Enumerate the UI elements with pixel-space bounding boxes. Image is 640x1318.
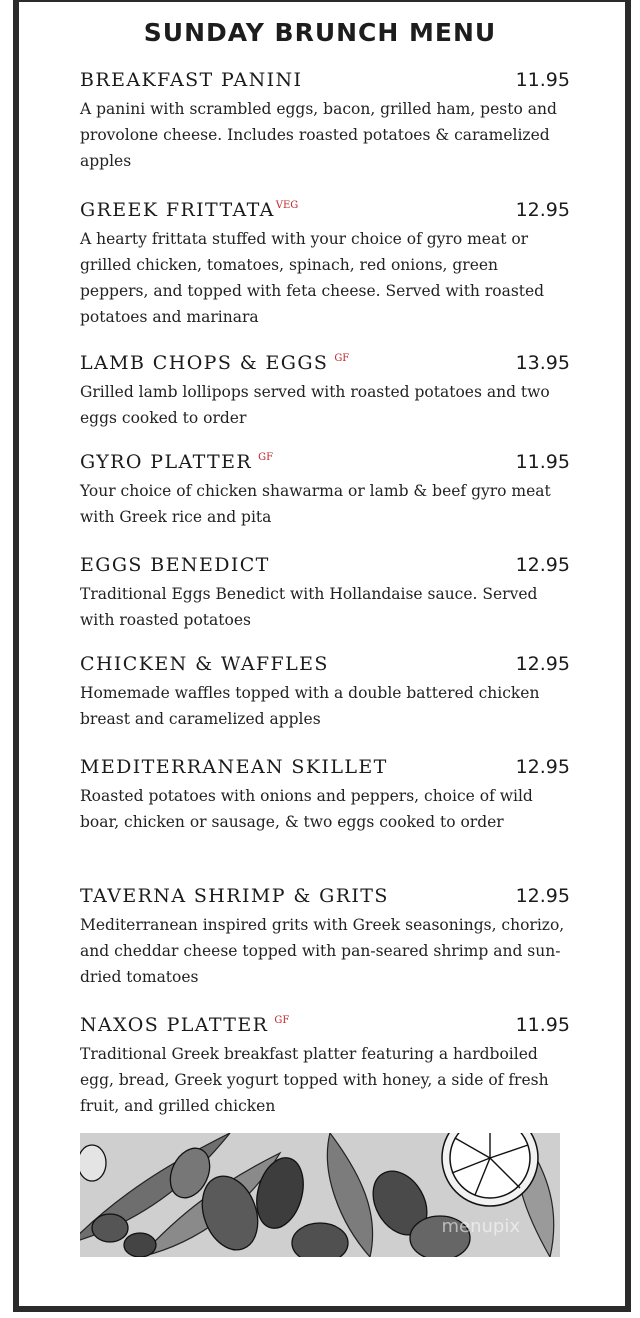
menu-item-price: 11.95 [515,69,570,91]
menu-item-header [80,1014,570,1040]
menu-item-description: Mediterranean inspired grits with Greek seasonings, chorizo, and cheddar cheese topped with pan-seared shrimp and sun-dried tomatoes [80,916,565,986]
food-illustration [80,1133,560,1257]
menu-item-description: A hearty frittata stuffed with your choice of gyro meat or grilled chicken, tomatoes, spinach, red onions, green peppers, and topped with feta cheese. Served with roasted potatoes and marinara [80,230,545,326]
menu-item [80,756,570,835]
menu-item-name: GREEK FRITTATA [80,199,275,221]
menu-item-description: Roasted potatoes with onions and peppers, choice of wild boar, chicken or sausage, & two eggs cooked to order [80,787,533,831]
menu-item-header [80,653,570,679]
watermark-text: menupix [441,1216,520,1237]
menu-item [80,1014,570,1119]
gf-tag: GF [258,452,274,463]
menu-item-description: Homemade waffles topped with a double battered chicken breast and caramelized apples [80,684,540,728]
menu-item-price: 12.95 [515,885,570,907]
gf-tag: GF [334,353,350,364]
menu-item-price: 11.95 [515,1014,570,1036]
menu-item-price: 12.95 [515,199,570,221]
veg-tag: VEG [275,200,299,211]
menu-item-header [80,885,570,911]
menu-item-name: BREAKFAST PANINI [80,69,303,91]
menu-title: SUNDAY BRUNCH MENU [143,18,497,47]
menu-item-header [80,451,570,477]
menu-item [80,885,570,990]
menu-item-price: 13.95 [515,352,570,374]
menu-item-description: Grilled lamb lollipops served with roasted potatoes and two eggs cooked to order [80,383,550,427]
menu-item-name: CHICKEN & WAFFLES [80,653,329,675]
menu-item-name: NAXOS PLATTER [80,1014,269,1036]
menu-item-name: MEDITERRANEAN SKILLET [80,756,388,778]
menu-item-header [80,756,570,782]
menu-item [80,451,570,530]
menu-item-price: 11.95 [515,451,570,473]
menu-item-header [80,199,570,225]
menu-item-name: EGGS BENEDICT [80,554,270,576]
food-illustration-svg [80,1133,560,1257]
menu-item-header [80,69,570,95]
gf-tag: GF [274,1015,290,1026]
menu-item-price: 12.95 [515,554,570,576]
menu-item-description: Your choice of chicken shawarma or lamb & beef gyro meat with Greek rice and pita [80,482,551,526]
menu-item-price: 12.95 [515,756,570,778]
menu-item-name: LAMB CHOPS & EGGS [80,352,329,374]
menu-item [80,352,570,431]
menu-item-header [80,554,570,580]
menu-item [80,653,570,732]
menu-item-name: GYRO PLATTER [80,451,253,473]
menu-item-description: A panini with scrambled eggs, bacon, grilled ham, pesto and provolone cheese. Includes roasted potatoes & caramelized apples [80,100,557,170]
menu-item [80,554,570,633]
menu-item [80,69,570,174]
menu-item-description: Traditional Eggs Benedict with Hollandaise sauce. Served with roasted potatoes [80,585,538,629]
menu-item-price: 12.95 [515,653,570,675]
menu-item-header [80,352,570,378]
menu-item [80,199,570,330]
menu-item-description: Traditional Greek breakfast platter featuring a hardboiled egg, bread, Greek yogurt topped with honey, a side of fresh fruit, and grilled chicken [80,1045,549,1115]
menu-item-name: TAVERNA SHRIMP & GRITS [80,885,389,907]
